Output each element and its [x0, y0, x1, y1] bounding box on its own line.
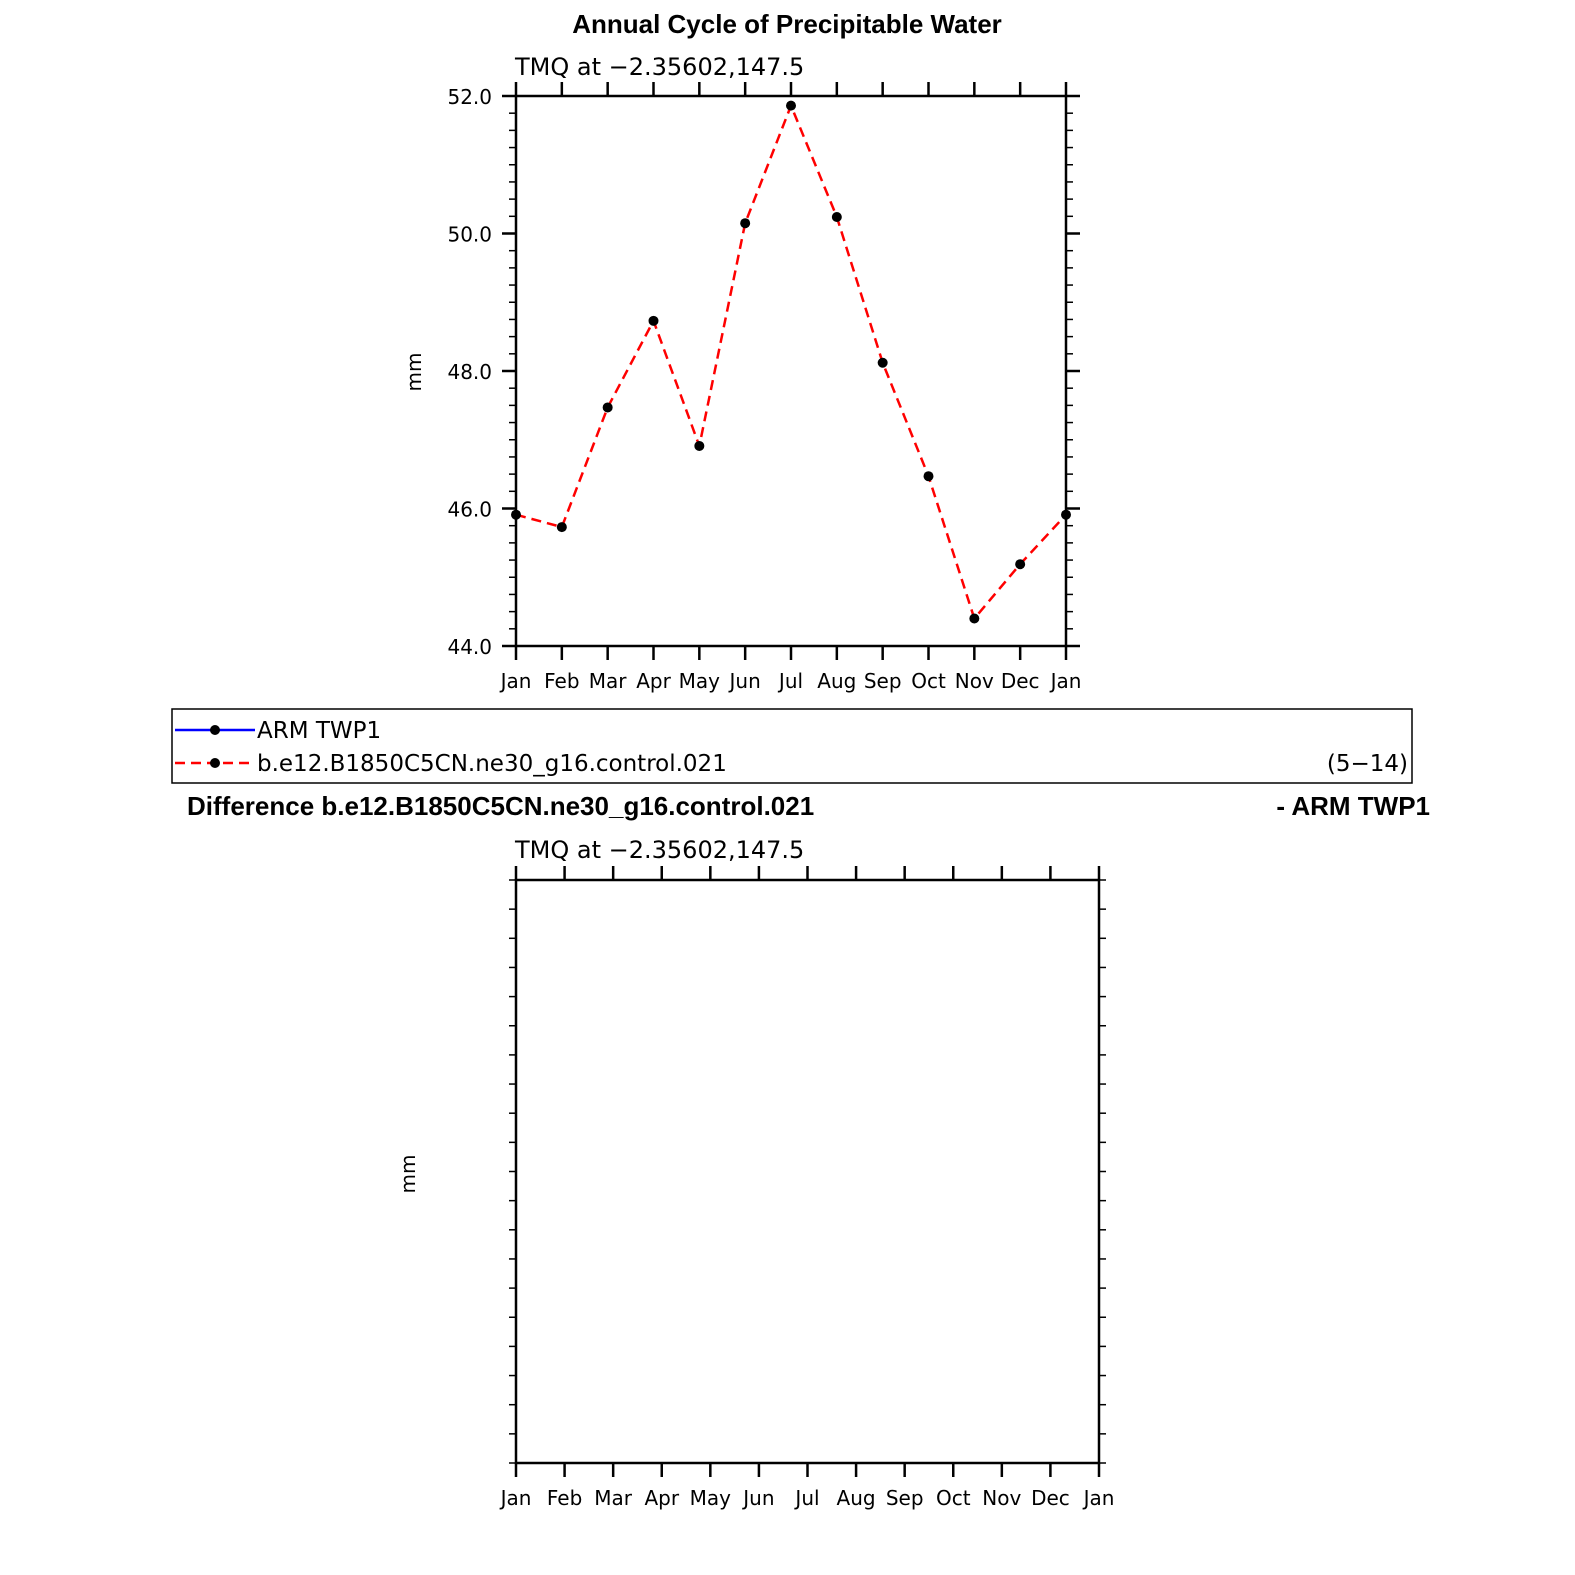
legend-label-model: b.e12.B1850C5CN.ne30_g16.control.021 [257, 751, 727, 777]
top-x-tick-label: Oct [911, 669, 946, 693]
top-data-point [969, 614, 979, 624]
legend [172, 709, 1412, 783]
legend-marker-model [210, 758, 220, 768]
top-x-tick-label: Jan [500, 669, 532, 693]
bottom-x-tick-label: Jan [1083, 1486, 1115, 1510]
top-x-tick-label: Mar [588, 669, 627, 693]
bottom-x-tick-label: Feb [546, 1486, 583, 1510]
top-plot-frame [516, 96, 1066, 646]
top-x-tick-label: Dec [1000, 669, 1040, 693]
bottom-x-tick-label: Aug [836, 1486, 876, 1510]
top-x-tick-label: Nov [954, 669, 994, 693]
bottom-x-tick-label: Apr [644, 1486, 680, 1510]
top-x-tick-label: Apr [636, 669, 671, 693]
top-y-tick-label: 44.0 [447, 635, 492, 659]
bottom-x-tick-label: Sep [885, 1486, 924, 1510]
bottom-x-tick-label: Mar [594, 1486, 633, 1510]
top-y-tick-label: 50.0 [447, 222, 492, 247]
bottom-y-axis-label: mm [396, 1154, 420, 1194]
top-x-tick-label: Sep [863, 669, 902, 693]
top-data-point [740, 218, 750, 228]
top-x-tick-label: May [678, 669, 721, 693]
bottom-x-tick-label: May [689, 1486, 732, 1510]
top-y-tick-label: 52.0 [447, 85, 492, 109]
top-data-point [511, 510, 521, 520]
bottom-chart-subtitle: TMQ at −2.35602,147.5 [515, 836, 805, 864]
bottom-chart-title: Difference b.e12.B1850C5CN.ne30_g16.control.021 [187, 791, 815, 821]
top-x-tick-label: Jun [729, 669, 761, 693]
top-data-point [924, 471, 934, 481]
bottom-chart [499, 866, 1115, 1510]
top-series-line [516, 106, 1066, 619]
legend-item-model [175, 751, 727, 777]
top-y-tick-label: 48.0 [447, 360, 492, 384]
legend-label-arm: ARM TWP1 [257, 718, 382, 744]
top-data-point [694, 441, 704, 451]
top-data-point [603, 402, 613, 412]
legend-marker-arm [210, 725, 220, 735]
top-data-point [786, 101, 796, 111]
top-y-tick-label: 46.0 [447, 497, 492, 522]
bottom-x-tick-label: Jul [795, 1486, 820, 1510]
top-y-axis-label: mm [402, 352, 426, 392]
top-data-point [832, 212, 842, 222]
bottom-plot-frame [516, 880, 1099, 1463]
legend-note: (5−14) [1326, 751, 1408, 777]
bottom-x-tick-label: Jan [500, 1486, 532, 1510]
top-data-point [1015, 559, 1025, 569]
top-data-point [557, 522, 567, 532]
bottom-x-tick-label: Dec [1031, 1486, 1070, 1510]
bottom-x-tick-label: Jun [743, 1486, 775, 1510]
bottom-x-tick-label: Oct [935, 1486, 971, 1510]
top-x-tick-label: Jul [778, 669, 804, 693]
top-data-point [1061, 510, 1071, 520]
top-x-tick-label: Jan [1050, 669, 1082, 693]
top-x-tick-label: Aug [817, 669, 857, 693]
legend-item-arm [175, 718, 381, 744]
top-data-point [878, 358, 888, 368]
top-data-point [649, 316, 659, 326]
bottom-chart-title-right: - ARM TWP1 [1276, 791, 1430, 821]
bottom-x-tick-label: Nov [982, 1486, 1022, 1510]
top-x-tick-label: Feb [544, 669, 580, 693]
top-chart-title: Annual Cycle of Precipitable Water [572, 9, 1002, 39]
top-chart [447, 82, 1081, 693]
top-chart-subtitle: TMQ at −2.35602,147.5 [515, 53, 805, 81]
